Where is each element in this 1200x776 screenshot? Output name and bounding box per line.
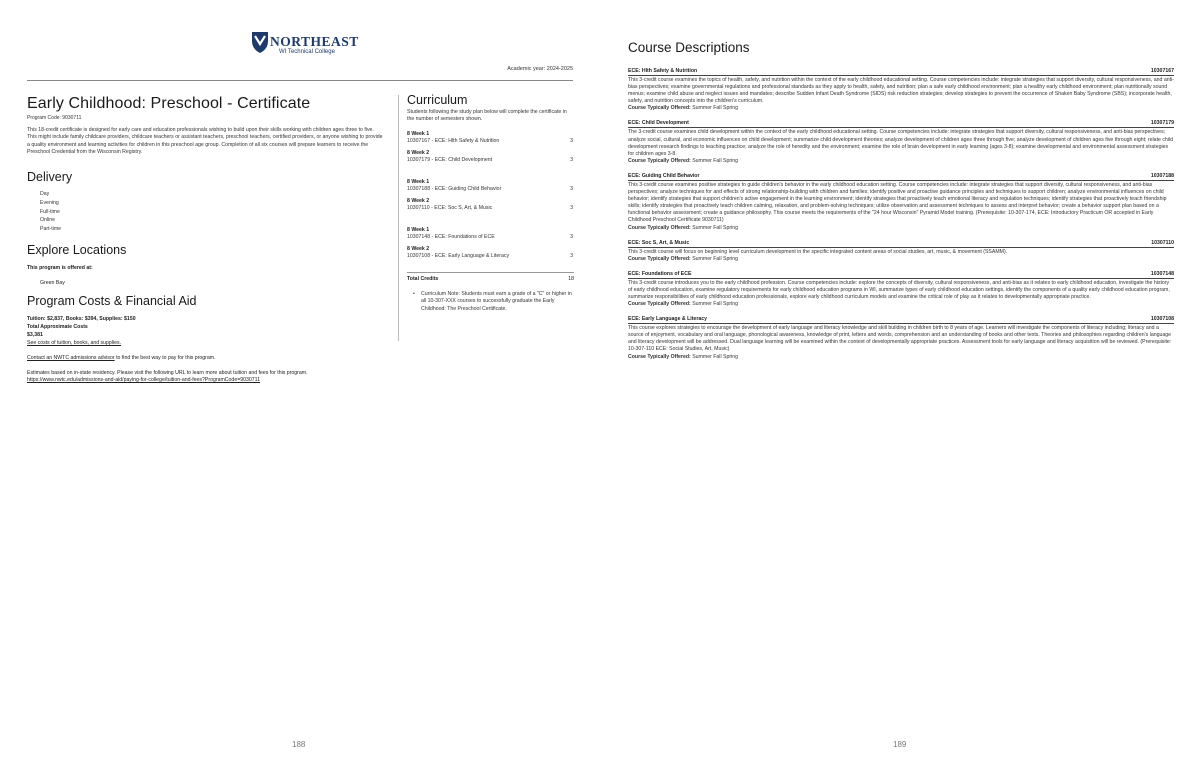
right-page: [600, 0, 1200, 776]
course-descriptions-title: Course Descriptions: [628, 40, 750, 55]
course-title: ECE: Hlth Safety & Nutrition: [628, 68, 698, 74]
course-title: ECE: Child Development: [628, 120, 689, 127]
column-divider: [398, 95, 399, 341]
delivery-section: [27, 170, 72, 234]
course-code: 10307179: [1150, 120, 1174, 127]
week-label: 8 Week 1: [407, 226, 430, 233]
contact-text: to find the best way to pay for this program.: [114, 355, 216, 361]
course-name: 10307108 - ECE: Early Language & Literacy: [407, 252, 510, 259]
week-label: 8 Week 1: [407, 130, 430, 137]
offered-terms: Summer Fall Spring: [692, 353, 739, 360]
course-header: [628, 120, 1174, 128]
page-number: 188: [292, 740, 306, 749]
course-description: This course explores strategies to encourage the development of early language and literacy knowledge and skill building in children birth to 8 years of age. Learners will investigate the components of literacy including; literacy and a source of enjoyment, vocabulary and oral language, phonological awareness, knowledge of print, letters and words, comprehension and an understanding of books and other texts. Theories and philosophies regarding children's language and literacy development will be addressed. Dual language learning will be examined within the context of developmentally appropriate practices. Assessment tools for early language and literacy acquisition will be reviewed. (Prerequisite: 10-307-110 ECE: Social Studies, Art, Music): [628, 325, 1172, 353]
offered-terms: Summer Fall Spring: [692, 105, 739, 112]
offered-terms: Summer Fall Spring: [692, 301, 739, 308]
curriculum-course-row: [407, 205, 574, 211]
logo-subtitle: WI Technical College: [279, 49, 335, 55]
total-credits-value: 18: [568, 275, 574, 282]
offered-terms: Summer Fall Spring: [692, 157, 739, 164]
course-description: This 3-credit course examines positive strategies to guide children's behavior in the early childhood education setting. Course competencies include: integrate strategies that support diversity, cultural responsiveness, and anti-bias perspectives; analyze techniques for and effects of strong relationship-building with children and families; identify positive and proactive guidance principles and techniques to support children; analyze environmental influences on child behavior; identify strategies that support children's active engagement in the learning environment; identify strategies that proactively teach emotional literacy and regulation techniques; identify strategies that proactively teach friendship skills; identify strategies that proactively teach children calming, relaxation, and problem-solving techniques; utilize observation and assessment techniques to assess and interpret behavior; create a behavior support plan based on a functional behavior assessment; create a guidance philosophy. This course meets the requirements of the "24 hour Wisconsin" Pyramid Model training. (Prerequisite: 10-307-174, ECE: Introductory Practicum OR accepted in Early Childhood Preschool Certificate 9030711): [628, 181, 1167, 224]
estimates-text: [27, 370, 383, 384]
course-description: This 3-credit course will focus on beginning level curriculum development in the specific integrated content areas of social studies, art, music, & movement (SSAMM).: [628, 248, 1008, 255]
course-offered: [628, 301, 1174, 308]
curriculum-course-row: [407, 234, 574, 240]
page-title: Early Childhood: Preschool - Certificate: [27, 95, 311, 112]
list-item: Day: [40, 191, 50, 197]
total-credits-label: Total Credits: [407, 275, 439, 282]
costs-heading: Program Costs & Financial Aid: [27, 294, 197, 308]
see-costs-link[interactable]: See costs of tuition, books, and supplies.: [27, 340, 122, 346]
program-overview: [27, 95, 383, 384]
course-name: 10307188 - ECE: Guiding Child Behavior: [407, 185, 502, 192]
course-description: This 3-credit course introduces you to the early childhood profession. Course competencies include: explore the concepts of diversity, cultural responsiveness, and anti-bias as it relates to early childhood education, investigate the history of early childhood education, examine regulatory requirements for early childhood education programs in WI, summarize types of early childhood education settings, identify the components of a quality early childhood education program, summarize responsibilities of early childhood education professionals, explore early childhood curriculum models and examine the critical role of play as it relates to developmentally appropriate practice.: [628, 279, 1170, 300]
offered-label: Course Typically Offered:: [628, 105, 691, 112]
week-label: 8 Week 2: [407, 149, 430, 156]
header-divider: [27, 80, 573, 81]
locations-heading: Explore Locations: [27, 243, 127, 257]
course-entry: [628, 120, 1174, 164]
contact-advisor-link[interactable]: Contact an NWTC admissions advisor: [27, 355, 115, 361]
academic-year: Academic year: 2024-2025: [507, 66, 573, 72]
course-offered: [628, 225, 1174, 232]
list-item: Part-time: [40, 226, 62, 233]
course-credits: 3: [570, 233, 573, 240]
locations-section: [27, 243, 126, 286]
logo-wordmark: NORTHEAST: [270, 34, 359, 49]
week-label: 8 Week 2: [407, 245, 430, 252]
list-item: Full-time: [40, 208, 60, 215]
course-name: 10307110 - ECE: Soc S, Art, & Music: [407, 204, 493, 211]
course-code: 10307110: [1151, 239, 1174, 246]
offered-terms: Summer Fall Spring: [692, 224, 739, 231]
curriculum-heading: Curriculum: [407, 93, 468, 107]
course-title: ECE: Early Language & Literacy: [628, 316, 707, 323]
course-entry: [628, 68, 1174, 112]
course-title: ECE: Soc S, Art, & Music: [628, 239, 690, 246]
curriculum-course-row: [407, 157, 574, 163]
delivery-list: [40, 190, 72, 234]
course-header: [628, 316, 1174, 324]
course-title: ECE: Foundations of ECE: [628, 270, 692, 277]
costs-section: [27, 294, 383, 384]
course-offered: [628, 354, 1174, 361]
delivery-heading: Delivery: [27, 170, 73, 184]
course-descriptions-list: [628, 68, 1174, 369]
course-header: [628, 68, 1174, 76]
offered-label: Course Typically Offered:: [628, 255, 691, 262]
curriculum-section: [407, 93, 574, 313]
offered-label: Course Typically Offered:: [628, 157, 691, 164]
curriculum-course-row: [407, 186, 574, 192]
page-number: 189: [893, 740, 907, 749]
course-credits: 3: [570, 252, 573, 259]
total-credits-row: [407, 272, 574, 282]
course-code: 10307108: [1150, 316, 1174, 323]
semester-3: [407, 227, 574, 259]
course-code: 10307188: [1150, 172, 1174, 179]
course-description: This 3-credit course examines the topics of health, safety, and nutrition within the context of the early childhood educational setting. Course competencies include: integrate strategies that support diversity, cultural responsiveness, and anti-bias perspectives; examine governmental regulations and professional standards as they apply to health, safety, and nutrition; plan a safe early childhood environment; plan a healthy early childhood environment; plan nutritionally sound menus; examine child abuse and neglect issues and mandates; describe Sudden Infant Death Syndrome (SIDS) risk reduction strategies; develop strategies to prevent the occurrence of Shaken Baby Syndrome (SBS); incorporate health, safety, and nutrition concepts into the children's curriculum.: [628, 77, 1174, 105]
course-entry: [628, 316, 1174, 360]
course-name: 10307179 - ECE: Child Development: [407, 156, 493, 163]
course-header: [628, 173, 1174, 181]
course-credits: 3: [570, 204, 573, 211]
location-item: Green Bay: [40, 280, 65, 286]
offered-label: Course Typically Offered:: [628, 301, 691, 308]
course-credits: 3: [570, 185, 573, 192]
course-entry: [628, 271, 1174, 308]
college-logo: [250, 30, 360, 58]
course-credits: 3: [570, 137, 573, 144]
course-entry: [628, 173, 1174, 232]
course-offered: [628, 105, 1174, 112]
course-title: ECE: Guiding Child Behavior: [628, 172, 700, 179]
tuition-url-link[interactable]: https://www.nwtc.edu/admissions-and-aid/paying-for-college/tuition-and-fees?ProgramCode=9030711: [27, 377, 261, 384]
course-offered: [628, 158, 1174, 165]
course-header: [628, 271, 1174, 279]
course-offered: [628, 256, 1174, 263]
estimates-note: Estimates based on in-state residency. Please visit the following URL to learn more about tuition and fees for this program.: [27, 370, 308, 376]
offered-label: Course Typically Offered:: [628, 224, 691, 231]
offered-terms: Summer Fall Spring: [692, 255, 739, 262]
week-label: 8 Week 1: [407, 178, 430, 185]
curriculum-intro: Students following the study plan below will complete the certificate in the number of semesters shown.: [407, 109, 567, 123]
contact-line: [27, 355, 383, 361]
curriculum-note: • Curriculum Note: Students must earn a grade of a "C" or higher in all 10-307-XXX courses to successfully graduate the Early Childhood: The Preschool Certificate.: [413, 291, 574, 313]
curriculum-course-row: [407, 138, 574, 144]
course-credits: 3: [570, 156, 573, 163]
course-name: 10307167 - ECE: Hlth Safety & Nutrition: [407, 137, 500, 144]
course-code: 10307148: [1150, 270, 1174, 277]
locations-label: This program is offered at:: [27, 265, 93, 271]
list-item: Evening: [40, 199, 59, 206]
course-header: [628, 240, 1174, 248]
course-entry: [628, 240, 1174, 263]
shield-logo-icon: [250, 30, 270, 54]
semester-2: [407, 179, 574, 211]
total-costs-value: $3,381: [27, 332, 43, 338]
program-description: This 18-credit certificate is designed for early care and education professionals wishing to build upon their skills working with children ages three to five. This might include family childcare providers, childcare teachers or assistant teachers, preschool teachers, certified providers, or anyone wishing to provide a quality environment and learning activities for children in this preschool age group. Completion of all six courses will prepare learners to receive the Preschool Credential from the Wisconsin Registry.: [27, 127, 383, 156]
course-description: The 3-credit course examines child development within the context of the early childhood educational setting. Course competencies include: integrate strategies that support diversity, cultural responsiveness, and anti-bias perspectives; analyze social, cultural, and economic influences on child development; summarize child development theories; analyze development of children ages three through five; analyze development of children ages five through eight; relate child development research findings to teaching practice; analyze the role of heredity and the environment; examine the role of brain development in early learning (ages 3-8); examine developmental and environmental assessment strategies for children ages 3-8.: [628, 129, 1174, 157]
week-label: 8 Week 2: [407, 197, 430, 204]
course-code: 10307167: [1150, 68, 1174, 74]
course-name: 10307148 - ECE: Foundations of ECE: [407, 233, 495, 240]
total-costs-label: Total Approximate Costs: [27, 324, 88, 330]
list-item: Online: [40, 217, 55, 224]
offered-label: Course Typically Offered:: [628, 353, 691, 360]
tuition-line: Tuition: $2,837, Books: $394, Supplies: $150: [27, 316, 136, 322]
semester-1: [407, 131, 574, 163]
program-code: Program Code: 9030711: [27, 115, 82, 121]
curriculum-course-row: [407, 253, 574, 259]
